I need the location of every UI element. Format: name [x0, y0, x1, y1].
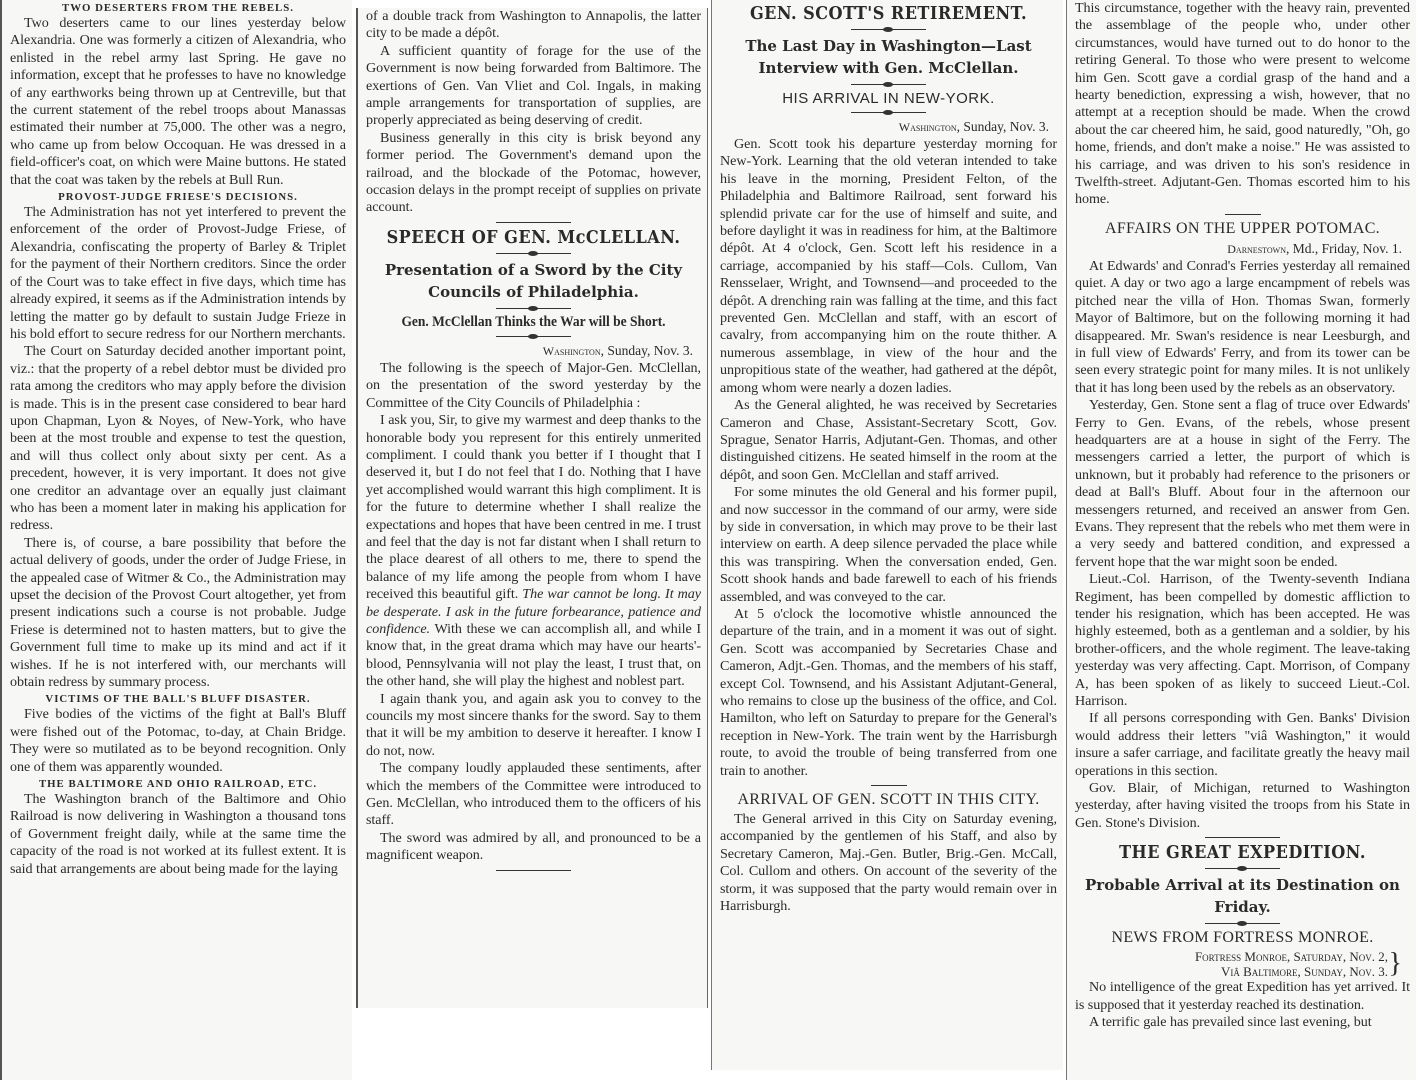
paragraph-text: At 5 o'clock the locomotive whistle announced the departure of the train, and in a moment it was out of sight. Gen. Scott was accompanied by Secretaries Chase and Cameron, Adjt.-Gen. Thomas, and the members of his staff, except Col. Townsend, and his Assistant Adjutant-General, who remains to close up the business of the office, and Col. Hamilton, who left on Saturday to prepare for the General's reception in New-York. The train went by the Harrisburgh route, to avoid the trouble of being transferred from one train to another.	[720, 605, 1057, 779]
newspaper-column-1	[0, 0, 352, 1080]
ornamental-dash-divider	[496, 336, 571, 337]
dateline-multi	[1075, 949, 1410, 979]
divider-rule	[496, 222, 571, 223]
section-subhead: TWO DESERTERS FROM THE REBELS.	[62, 2, 294, 14]
paragraph-text: Lieut.-Col. Harrison, of the Twenty-seventh Indiana Regiment, has been compelled by domestic affliction to tender his resignation, which has been accepted. He was highly esteemed, both as a gentleman and a soldier, by his brother-officers, and the whole regiment. The leave-taking yesterday was very affecting. Capt. Morrison, of Company A, has been spoken of as likely to succeed Lieut.-Col. Harrison.	[1075, 571, 1410, 710]
paragraph-text: Two deserters came to our lines yesterday below Alexandria. One was formerly a citizen of Alexandria, who enlisted in the rebel army last Spring. He gave no information, except that he professes to have no knowledge of any earthworks being thrown up at Centreville, but that the current statement of the rebel troops about Manassas estimated their number at 75,000. The other was a negro, who came up from below Occoquan. He was dressed in a field-officer's coat, on which were Maine buttons. He stated that the coat was taken by the rebels at Bull Run.	[10, 15, 346, 188]
paragraph-text: of a double track from Washington to Annapolis, the latter city to be made a dépôt.	[366, 8, 701, 42]
ornamental-dash-divider	[1205, 923, 1280, 924]
article-deck: Gen. McClellan Thinks the War will be Short.	[401, 313, 666, 330]
article-paragraph	[10, 343, 346, 534]
paragraph-text: For some minutes the old General and his former pupil, and now successor in the command of our army, were side by side in conversation, in which may prove to be their last interview on earth. A deep silence pervaded the place while this was transpiring. When the conversation ended, Gen. Scott shook hands and bade farewell to each of his friends assembled, and was conveyed to the car.	[720, 484, 1057, 605]
article-headline: GEN. SCOTT'S RETIREMENT.	[749, 4, 1028, 24]
paragraph-text: If all persons corresponding with Gen. Banks' Division would address their letters "viâ Washington," it would insure a safer carriage, and facilitate greatly the heavy mail operations in this section.	[1075, 710, 1410, 779]
article-paragraph	[1075, 780, 1410, 832]
paragraph-text: The Court on Saturday decided another important point, viz.: that the property of a rebel debtor must be divided pro rata among the creditors who may apply before the division is made. This is in the present case considered to bear hard upon Chapman, Lyon & Noyes, of New-York, who have been at the most trouble and expense to test the question, and will thus collect only about sixty per cent. As a precedent, however, it is very important. It does not give one creditor an advantage over an equally just claimant who has been a moment later in making his application for redress.	[10, 343, 346, 534]
dateline	[1075, 240, 1410, 258]
dateline-place: Darnestown	[1227, 241, 1286, 256]
paragraph-text: The General arrived in this City on Saturday evening, accompanied by the gentlemen of his Staff, and also by Secretary Cameron, Maj.-Gen. Butler, Brig.-Gen. McCall, Col. Cullom and others. On account of the severity of the storm, it was supposed that the party would remain over in Harrisburgh.	[720, 811, 1057, 915]
section-heading: NEWS FROM FORTRESS MONROE.	[1111, 929, 1374, 947]
paragraph-text: There is, of course, a bare possibility that before the actual delivery of goods, under the order of Judge Friese, in the appealed case of Witmer & Co., the Administration may upset the decision of the Provost Court altogether, yet from present indications such a course is not probable. Judge Friese is determined not to hasten matters, but to give the Government full time to make up its mind and act if it wishes. If he is not interfered with, our merchants will obtain redress by summary process.	[10, 534, 346, 691]
dateline-line: Viâ Baltimore, Sunday, Nov. 3.	[1220, 964, 1388, 980]
article-paragraph	[366, 130, 701, 217]
ornamental-dash-divider	[1205, 868, 1280, 869]
section-subhead: VICTIMS OF THE BALL'S BLUFF DISASTER.	[45, 693, 311, 706]
article-paragraph	[366, 691, 701, 761]
article-headline: THE GREAT EXPEDITION.	[1119, 843, 1366, 864]
article-paragraph	[1075, 979, 1410, 1014]
section-heading: ARRIVAL OF GEN. SCOTT IN THIS CITY.	[737, 791, 1040, 809]
article-paragraph	[10, 204, 346, 343]
paragraph-text: The company loudly applauded these sentiments, after which the members of the Committee were introduced to Gen. McClellan, who introduced them to the officers of his staff.	[366, 760, 701, 829]
newspaper-column-3	[711, 0, 1063, 1070]
article-deck-sans: HIS ARRIVAL IN NEW-YORK.	[782, 90, 995, 107]
paragraph-text: As the General alighted, he was received by Secretaries Cameron and Chase, Assistant-Secretary Scott, Gov. Sprague, Senator Harris, Adjutant-Gen. Thomas, and other distinguished citizens. He seated himself in the room at the dépôt, and soon Gen. McClellan and staff arrived.	[720, 397, 1057, 483]
article-headline: SPEECH OF GEN. McCLELLAN.	[386, 227, 681, 248]
article-paragraph	[366, 8, 701, 43]
section-heading: AFFAIRS ON THE UPPER POTOMAC.	[1105, 219, 1380, 237]
article-paragraph	[1075, 710, 1410, 780]
article-paragraph	[366, 760, 701, 830]
article-paragraph	[720, 397, 1057, 484]
paragraph-text: The sword was admired by all, and pronounced to be a magnificent weapon.	[366, 829, 701, 864]
article-deck: Presentation of a Sword by the City Councils of Philadelphia.	[384, 260, 683, 301]
article-paragraph	[1075, 258, 1410, 397]
dateline-line: Fortress Monroe, Saturday, Nov. 2,	[1194, 949, 1388, 965]
ornamental-dash-divider	[851, 29, 926, 30]
column-content	[712, 4, 1063, 915]
divider-rule	[1205, 837, 1280, 838]
article-paragraph	[1075, 397, 1410, 571]
ornamental-dash-divider	[496, 253, 571, 254]
paragraph-text: Five bodies of the victims of the fight at Ball's Bluff were fished out of the Potomac, to-day, at Chain Bridge. They were so mutilated as to be beyond recognition. Only one of them was apparently wounded.	[10, 706, 346, 775]
article-paragraph	[10, 706, 346, 776]
paragraph-text: A sufficient quantity of forage for the use of the Government is now being forwarded from Baltimore. The exertions of Gen. Van Vliet and Col. Ingals, in making ample arrangements for transportation of supplies, are properly appreciated as being deserving of credit.	[366, 42, 701, 129]
paragraph-text: A terrific gale has prevailed since last evening, but	[1089, 1014, 1372, 1031]
article-paragraph	[366, 830, 701, 865]
newspaper-column-4	[1066, 0, 1416, 1080]
dateline-date: , Md., Friday, Nov. 1.	[1286, 240, 1402, 256]
section-subhead: THE BALTIMORE AND OHIO RAILROAD, ETC.	[38, 778, 318, 791]
dateline-place: Washington	[542, 343, 601, 358]
column-content	[358, 8, 707, 871]
article-paragraph	[10, 535, 346, 692]
newspaper-column-2	[356, 8, 708, 1008]
section-subhead: PROVOST-JUDGE FRIESE'S DECISIONS.	[58, 191, 298, 204]
ornamental-dash-divider	[851, 112, 926, 113]
short-divider-rule	[1225, 214, 1261, 215]
paragraph-text: This circumstance, together with the heavy rain, prevented the assemblage of the people who, under other circumstances, would have turned out to do honor to the retiring General. To those who were present to welcome him Gen. Scott gave a cordial grasp of the hand and a hearty benediction, expressing a wish, however, that no attempt at a reception should be made. When the crowd about the car cheered him, he said, good naturedly, "Oh, go home, friends, and don't make a noise." He was assisted to his carriage, and was driven to his son's residence in Twelfth-street. Adjutant-Gen. Thomas escorted him to his home.	[1075, 0, 1410, 208]
article-deck: The Last Day in Washington—Last Interview with Gen. McClellan.	[745, 37, 1032, 77]
article-paragraph	[720, 811, 1057, 915]
paragraph-text: Yesterday, Gen. Stone sent a flag of truce over Edwards' Ferry to Gen. Evans, of the rebels, whose present headquarters are at a house in sight of the Ferry. The messengers carried a letter, the purport of which is unknown, but it probably had reference to the prisoners or dead at Ball's Bluff. About four in the afternoon our messengers returned, and received an answer from Gen. Evans. They represent that the rebels who met them were in a very seedy and battered condition, and expressed a fervent hope that the war might soon be ended.	[1075, 397, 1410, 570]
dateline-date: , Sunday, Nov. 3.	[956, 119, 1049, 134]
paragraph-italic: The war cannot be long. It may be desperate. I ask in the future forbearance, patience and confidence.	[366, 586, 701, 637]
article-paragraph	[720, 136, 1057, 397]
article-paragraph	[366, 43, 701, 130]
paragraph-text: The following is the speech of Major-Gen. McClellan, on the presentation of the sword yesterday by the Committee of the City Councils of Philadelphia :	[366, 359, 701, 411]
article-paragraph	[366, 412, 701, 691]
article-paragraph	[366, 360, 701, 412]
article-paragraph	[1075, 571, 1410, 710]
paragraph-text: I ask you, Sir, to give my warmest and deep thanks to the honorable body you represent for this entirely unmerited compliment. I could thank you better if I thought that I deserved it, but I do not feel that I do. Nothing that I have yet accomplished would warrant this high compliment. It is for the future to determine whether I shall realize the expectations and hopes that have been centred in me. I trust and feel that the day is not far distant when I shall return to the place dearest of all others to me, there to spend the balance of my life among the people from whom I have received this beautiful gift.	[366, 412, 701, 603]
ornamental-dash-divider	[496, 308, 571, 309]
paragraph-text: No intelligence of the great Expedition has yet arrived. It is supposed that it yesterday reached its destination.	[1075, 979, 1410, 1013]
paragraph-text: The Washington branch of the Baltimore and Ohio Railroad is now delivering in Washington a thousand tons of Government freight daily, while at the same time the capacity of the road is not worked at its fullest extent. It is said that arrangements are about being made for the laying	[10, 791, 346, 877]
paragraph-text-tail: With these we can accomplish all, and while I know that, in the great drama which may have our hearts'-blood, Pennsylvania will not play the least, I trust that, on the other hand, she will play the highest and noblest part.	[366, 620, 701, 690]
divider-rule	[496, 870, 571, 871]
brace-glyph: }	[1388, 948, 1402, 980]
ornamental-dash-divider	[851, 84, 926, 85]
dateline-date: , Sunday, Nov. 3.	[600, 342, 693, 358]
dateline-place: Washington	[898, 120, 957, 134]
paragraph-text: At Edwards' and Conrad's Ferries yesterday all remained quiet. A day or two ago a large encampment of rebels was pitched near the villa of Hon. Thomas Swan, formerly Mayor of Baltimore, but on the following morning it had disappeared. Mr. Swan's residence is near Leesburgh, and in full view of Edwards' Ferry, and from its tower can be seen every strategic point for many miles. It is not unlikely that it has long been used by the rebels as an observatory.	[1075, 257, 1410, 396]
article-paragraph	[720, 606, 1057, 780]
dateline	[720, 118, 1057, 136]
article-paragraph	[720, 484, 1057, 606]
paragraph-text: Business generally in this city is brisk beyond any former period. The Government's demand upon the railroad, and the blockade of the Potomac, however, occasion delays in the prompt receipt of supplies on private account.	[366, 129, 701, 216]
article-paragraph	[1075, 1014, 1410, 1031]
article-deck: Probable Arrival at its Destination on Friday.	[1085, 876, 1400, 917]
paragraph-text: The Administration has not yet interfered to prevent the enforcement of the order of Provost-Judge Friese, of Alexandria, confiscating the property of Barley & Triplet for the payment of their Northern creditors. Since the order of the Court was to take effect in five days, which time has already expired, it seems as if the Administration intends by letting the matter go by default to sustain Judge Frieze in his bold effort to secure redress for our Northern merchants.	[10, 204, 346, 342]
paragraph-text: I again thank you, and again ask you to convey to the councils my most sincere thanks for the sword. Say to them that it will be my ambition to deserve it hereafter. I know I do not, now.	[366, 690, 701, 759]
paragraph-text: Gen. Scott took his departure yesterday morning for New-York. Learning that the old veteran intended to take his leave in the morning, President Felton, of the Philadelphia and Baltimore Railroad, sent forward his splendid private car for the use of himself and suite, and before daylight it was in readiness for him, at the Baltimore dépôt. At 4 o'clock, Gen. Scott left his residence in a carriage, accompanied by his staff—Cols. Cullom, Van Rensselaer, Wright, and Townsend—and proceeded to the dépôt. A drenching rain was falling at the time, and this fact prevented Gen. McClellan and staff, with an escort of cavalry, from accompanying him on the route thither. A numerous assemblage, in view of the hour and the unpropitious state of the weather, had gathered at the dépôt, among whom were nearly a dozen ladies.	[720, 136, 1057, 396]
column-content	[2, 2, 352, 878]
article-paragraph	[10, 15, 346, 189]
column-content	[1067, 0, 1416, 1032]
dateline	[366, 342, 701, 360]
article-paragraph	[1075, 0, 1410, 209]
short-divider-rule	[871, 785, 907, 786]
article-paragraph	[10, 791, 346, 878]
paragraph-text: Gov. Blair, of Michigan, returned to Washington yesterday, after having visited the troops from his State in Gen. Stone's Division.	[1075, 780, 1410, 831]
